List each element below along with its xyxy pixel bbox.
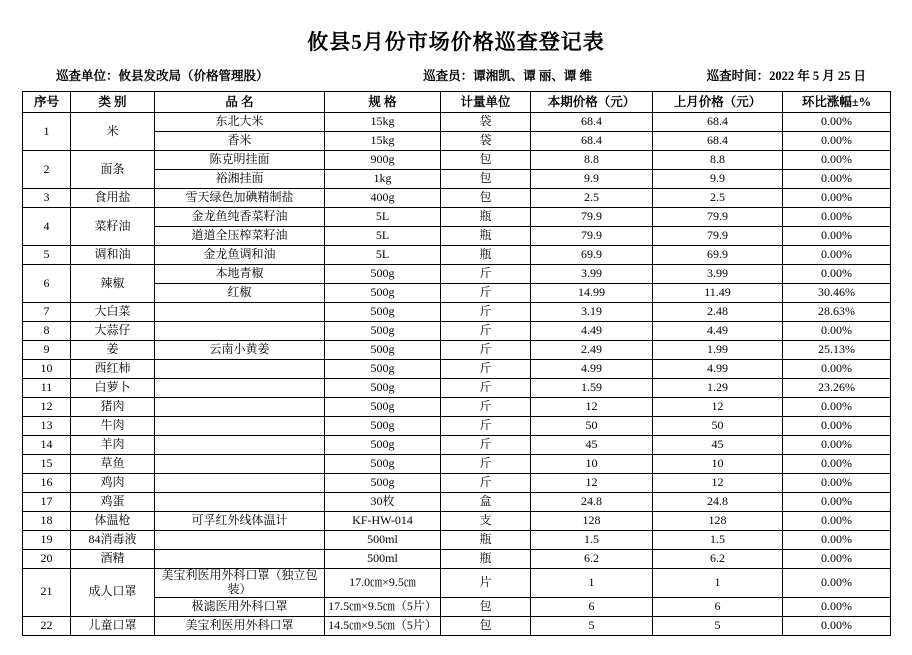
cell-category: 儿童口罩: [71, 616, 155, 635]
cell-previous-price: 4.99: [653, 360, 783, 379]
cell-change-percent: 0.00%: [783, 550, 891, 569]
cell-unit: 包: [441, 616, 531, 635]
cell-change-percent: 28.63%: [783, 303, 891, 322]
table-row: [23, 113, 891, 132]
column-header-seq: 序号: [23, 92, 71, 113]
cell-product-name: 陈克明挂面: [155, 151, 325, 170]
cell-category: 鸡蛋: [71, 493, 155, 512]
column-header-category: 类 别: [71, 92, 155, 113]
cell-current-price: 79.9: [531, 208, 653, 227]
cell-product-name: 美宝利医用外科口罩（独立包装）: [155, 569, 325, 598]
cell-previous-price: 4.49: [653, 322, 783, 341]
cell-product-name: [155, 360, 325, 379]
cell-previous-price: 2.48: [653, 303, 783, 322]
table-row: [23, 303, 891, 322]
cell-category: 鸡肉: [71, 474, 155, 493]
cell-previous-price: 45: [653, 436, 783, 455]
inspector-label: 巡查员：: [423, 69, 474, 83]
cell-unit: 瓶: [441, 208, 531, 227]
cell-change-percent: 0.00%: [783, 265, 891, 284]
cell-category: 牛肉: [71, 417, 155, 436]
table-row: [23, 436, 891, 455]
cell-unit: 瓶: [441, 227, 531, 246]
cell-spec: 15kg: [325, 113, 441, 132]
cell-current-price: 12: [531, 398, 653, 417]
table-row: [23, 417, 891, 436]
inspection-time-value: 2022 年 5 月 25 日: [769, 69, 866, 83]
cell-product-name: 可孚红外线体温计: [155, 512, 325, 531]
cell-unit: 瓶: [441, 550, 531, 569]
cell-category: 调和油: [71, 246, 155, 265]
cell-unit: 斤: [441, 360, 531, 379]
cell-product-name: 东北大米: [155, 113, 325, 132]
cell-change-percent: 0.00%: [783, 493, 891, 512]
cell-seq: 8: [23, 322, 71, 341]
cell-product-name: 美宝利医用外科口罩: [155, 616, 325, 635]
cell-change-percent: 0.00%: [783, 398, 891, 417]
cell-spec: 500g: [325, 379, 441, 398]
inspection-unit-label: 巡查单位：: [56, 69, 119, 83]
table-row: [23, 493, 891, 512]
cell-seq: 6: [23, 265, 71, 303]
cell-current-price: 3.19: [531, 303, 653, 322]
cell-spec: 500g: [325, 398, 441, 417]
cell-spec: 500g: [325, 341, 441, 360]
cell-change-percent: 0.00%: [783, 512, 891, 531]
cell-change-percent: 0.00%: [783, 246, 891, 265]
inspection-time-label: 巡查时间：: [706, 69, 770, 83]
cell-previous-price: 12: [653, 398, 783, 417]
table-row: [23, 322, 891, 341]
cell-category: 白萝卜: [71, 379, 155, 398]
cell-unit: 瓶: [441, 531, 531, 550]
cell-category: 米: [71, 113, 155, 151]
cell-current-price: 6: [531, 597, 653, 616]
cell-spec: 5L: [325, 246, 441, 265]
cell-current-price: 2.49: [531, 341, 653, 360]
cell-spec: 500g: [325, 360, 441, 379]
cell-change-percent: 0.00%: [783, 474, 891, 493]
cell-change-percent: 25.13%: [783, 341, 891, 360]
cell-unit: 支: [441, 512, 531, 531]
cell-current-price: 8.8: [531, 151, 653, 170]
column-header-spec: 规 格: [325, 92, 441, 113]
cell-product-name: [155, 531, 325, 550]
cell-product-name: [155, 455, 325, 474]
cell-current-price: 4.99: [531, 360, 653, 379]
cell-spec: 500g: [325, 284, 441, 303]
cell-change-percent: 0.00%: [783, 113, 891, 132]
cell-previous-price: 11.49: [653, 284, 783, 303]
cell-change-percent: 0.00%: [783, 170, 891, 189]
price-table: [22, 91, 891, 636]
cell-unit: 斤: [441, 265, 531, 284]
cell-product-name: 红椒: [155, 284, 325, 303]
cell-product-name: [155, 398, 325, 417]
cell-product-name: 金龙鱼纯香菜籽油: [155, 208, 325, 227]
table-row: [23, 474, 891, 493]
cell-seq: 13: [23, 417, 71, 436]
cell-seq: 9: [23, 341, 71, 360]
cell-product-name: 道道全压榨菜籽油: [155, 227, 325, 246]
cell-category: 食用盐: [71, 189, 155, 208]
cell-previous-price: 1.29: [653, 379, 783, 398]
cell-previous-price: 5: [653, 616, 783, 635]
cell-seq: 19: [23, 531, 71, 550]
cell-unit: 包: [441, 151, 531, 170]
cell-product-name: 香米: [155, 132, 325, 151]
column-header-previous-price: 上月价格（元）: [653, 92, 783, 113]
cell-unit: 斤: [441, 284, 531, 303]
cell-previous-price: 50: [653, 417, 783, 436]
cell-unit: 斤: [441, 341, 531, 360]
cell-current-price: 68.4: [531, 113, 653, 132]
cell-category: 面条: [71, 151, 155, 189]
cell-seq: 11: [23, 379, 71, 398]
cell-change-percent: 0.00%: [783, 436, 891, 455]
cell-category: 草鱼: [71, 455, 155, 474]
cell-current-price: 50: [531, 417, 653, 436]
cell-spec: 17.0㎝×9.5㎝: [325, 569, 441, 598]
cell-unit: 斤: [441, 474, 531, 493]
cell-unit: 斤: [441, 322, 531, 341]
cell-change-percent: 0.00%: [783, 616, 891, 635]
cell-current-price: 9.9: [531, 170, 653, 189]
inspector: [269, 66, 707, 84]
cell-product-name: 金龙鱼调和油: [155, 246, 325, 265]
table-row: [23, 569, 891, 598]
cell-change-percent: 0.00%: [783, 132, 891, 151]
cell-current-price: 14.99: [531, 284, 653, 303]
cell-current-price: 128: [531, 512, 653, 531]
table-row: [23, 379, 891, 398]
cell-current-price: 3.99: [531, 265, 653, 284]
cell-current-price: 1.5: [531, 531, 653, 550]
cell-unit: 片: [441, 569, 531, 598]
table-row: [23, 360, 891, 379]
cell-seq: 16: [23, 474, 71, 493]
table-row: [23, 246, 891, 265]
cell-unit: 盒: [441, 493, 531, 512]
cell-product-name: [155, 322, 325, 341]
cell-unit: 包: [441, 170, 531, 189]
cell-current-price: 69.9: [531, 246, 653, 265]
cell-seq: 5: [23, 246, 71, 265]
inspection-time: [707, 66, 884, 84]
cell-change-percent: 0.00%: [783, 189, 891, 208]
cell-unit: 包: [441, 597, 531, 616]
cell-category: 体温枪: [71, 512, 155, 531]
cell-category: 84消毒液: [71, 531, 155, 550]
cell-spec: 15kg: [325, 132, 441, 151]
document-meta: [22, 66, 890, 91]
page-title: 攸县5月份市场价格巡查登记表: [307, 30, 605, 54]
cell-unit: 斤: [441, 455, 531, 474]
table-row: [23, 151, 891, 170]
cell-spec: 500g: [325, 417, 441, 436]
cell-current-price: 68.4: [531, 132, 653, 151]
table-row: [23, 208, 891, 227]
cell-previous-price: 6: [653, 597, 783, 616]
cell-current-price: 1.59: [531, 379, 653, 398]
table-row: [23, 531, 891, 550]
cell-seq: 10: [23, 360, 71, 379]
cell-current-price: 24.8: [531, 493, 653, 512]
cell-spec: 1kg: [325, 170, 441, 189]
column-header-current-price: 本期价格（元）: [531, 92, 653, 113]
cell-change-percent: 0.00%: [783, 360, 891, 379]
cell-previous-price: 6.2: [653, 550, 783, 569]
cell-unit: 瓶: [441, 246, 531, 265]
cell-previous-price: 69.9: [653, 246, 783, 265]
cell-change-percent: 30.46%: [783, 284, 891, 303]
cell-previous-price: 8.8: [653, 151, 783, 170]
cell-current-price: 12: [531, 474, 653, 493]
cell-product-name: [155, 303, 325, 322]
cell-previous-price: 3.99: [653, 265, 783, 284]
cell-change-percent: 0.00%: [783, 569, 891, 598]
cell-category: 羊肉: [71, 436, 155, 455]
cell-spec: 5L: [325, 227, 441, 246]
cell-seq: 15: [23, 455, 71, 474]
cell-seq: 4: [23, 208, 71, 246]
cell-change-percent: 0.00%: [783, 208, 891, 227]
cell-product-name: [155, 436, 325, 455]
cell-category: 成人口罩: [71, 569, 155, 617]
cell-unit: 斤: [441, 436, 531, 455]
cell-seq: 1: [23, 113, 71, 151]
cell-seq: 18: [23, 512, 71, 531]
cell-spec: 14.5㎝×9.5㎝（5片）: [325, 616, 441, 635]
cell-product-name: [155, 493, 325, 512]
cell-previous-price: 128: [653, 512, 783, 531]
cell-spec: 500ml: [325, 531, 441, 550]
cell-spec: 500g: [325, 322, 441, 341]
cell-unit: 袋: [441, 132, 531, 151]
cell-seq: 2: [23, 151, 71, 189]
cell-unit: 斤: [441, 398, 531, 417]
cell-seq: 7: [23, 303, 71, 322]
cell-change-percent: 0.00%: [783, 322, 891, 341]
table-body: [23, 113, 891, 636]
cell-product-name: 云南小黄姜: [155, 341, 325, 360]
cell-change-percent: 23.26%: [783, 379, 891, 398]
table-row: [23, 341, 891, 360]
cell-current-price: 1: [531, 569, 653, 598]
cell-spec: 500g: [325, 303, 441, 322]
cell-spec: 5L: [325, 208, 441, 227]
cell-unit: 袋: [441, 113, 531, 132]
table-row: [23, 455, 891, 474]
cell-change-percent: 0.00%: [783, 455, 891, 474]
cell-category: 姜: [71, 341, 155, 360]
cell-product-name: [155, 474, 325, 493]
table-row: [23, 616, 891, 635]
cell-previous-price: 10: [653, 455, 783, 474]
cell-unit: 斤: [441, 417, 531, 436]
cell-product-name: 本地青椒: [155, 265, 325, 284]
cell-current-price: 45: [531, 436, 653, 455]
cell-seq: 21: [23, 569, 71, 617]
cell-spec: 500g: [325, 455, 441, 474]
cell-seq: 22: [23, 616, 71, 635]
cell-category: 西红柿: [71, 360, 155, 379]
cell-change-percent: 0.00%: [783, 597, 891, 616]
cell-change-percent: 0.00%: [783, 151, 891, 170]
cell-current-price: 10: [531, 455, 653, 474]
inspector-value: 谭湘凯、谭 丽、谭 维: [473, 69, 592, 83]
cell-previous-price: 2.5: [653, 189, 783, 208]
table-header-row: [23, 92, 891, 113]
cell-previous-price: 1.99: [653, 341, 783, 360]
cell-seq: 17: [23, 493, 71, 512]
table-row: [23, 398, 891, 417]
table-row: [23, 512, 891, 531]
cell-spec: 900g: [325, 151, 441, 170]
cell-product-name: 极滤医用外科口罩: [155, 597, 325, 616]
cell-spec: 400g: [325, 189, 441, 208]
cell-spec: 17.5㎝×9.5㎝（5片）: [325, 597, 441, 616]
cell-product-name: [155, 379, 325, 398]
cell-category: 辣椒: [71, 265, 155, 303]
cell-seq: 14: [23, 436, 71, 455]
cell-current-price: 4.49: [531, 322, 653, 341]
table-row: [23, 265, 891, 284]
cell-unit: 斤: [441, 303, 531, 322]
cell-category: 菜籽油: [71, 208, 155, 246]
inspection-unit-value: 攸县发改局（价格管理股）: [118, 69, 269, 83]
column-header-unit: 计量单位: [441, 92, 531, 113]
cell-current-price: 2.5: [531, 189, 653, 208]
cell-current-price: 6.2: [531, 550, 653, 569]
cell-category: 酒精: [71, 550, 155, 569]
cell-current-price: 79.9: [531, 227, 653, 246]
cell-previous-price: 24.8: [653, 493, 783, 512]
cell-product-name: [155, 550, 325, 569]
cell-unit: 斤: [441, 379, 531, 398]
inspection-unit: [28, 66, 269, 84]
cell-category: 大蒜仔: [71, 322, 155, 341]
column-header-product: 品 名: [155, 92, 325, 113]
cell-previous-price: 1.5: [653, 531, 783, 550]
cell-product-name: 雪天绿色加碘精制盐: [155, 189, 325, 208]
cell-previous-price: 12: [653, 474, 783, 493]
cell-product-name: 裕湘挂面: [155, 170, 325, 189]
cell-previous-price: 79.9: [653, 208, 783, 227]
cell-seq: 12: [23, 398, 71, 417]
cell-spec: 500ml: [325, 550, 441, 569]
cell-previous-price: 9.9: [653, 170, 783, 189]
cell-spec: 500g: [325, 265, 441, 284]
cell-previous-price: 68.4: [653, 113, 783, 132]
cell-previous-price: 1: [653, 569, 783, 598]
cell-unit: 包: [441, 189, 531, 208]
cell-product-name: [155, 417, 325, 436]
table-row: [23, 550, 891, 569]
cell-category: 大白菜: [71, 303, 155, 322]
cell-previous-price: 68.4: [653, 132, 783, 151]
cell-spec: KF-HW-014: [325, 512, 441, 531]
cell-current-price: 5: [531, 616, 653, 635]
cell-change-percent: 0.00%: [783, 417, 891, 436]
table-row: [23, 189, 891, 208]
cell-spec: 500g: [325, 436, 441, 455]
column-header-change: 环比涨幅±%: [783, 92, 891, 113]
cell-previous-price: 79.9: [653, 227, 783, 246]
cell-spec: 500g: [325, 474, 441, 493]
cell-change-percent: 0.00%: [783, 531, 891, 550]
cell-spec: 30枚: [325, 493, 441, 512]
cell-change-percent: 0.00%: [783, 227, 891, 246]
cell-seq: 3: [23, 189, 71, 208]
cell-category: 猪肉: [71, 398, 155, 417]
cell-seq: 20: [23, 550, 71, 569]
